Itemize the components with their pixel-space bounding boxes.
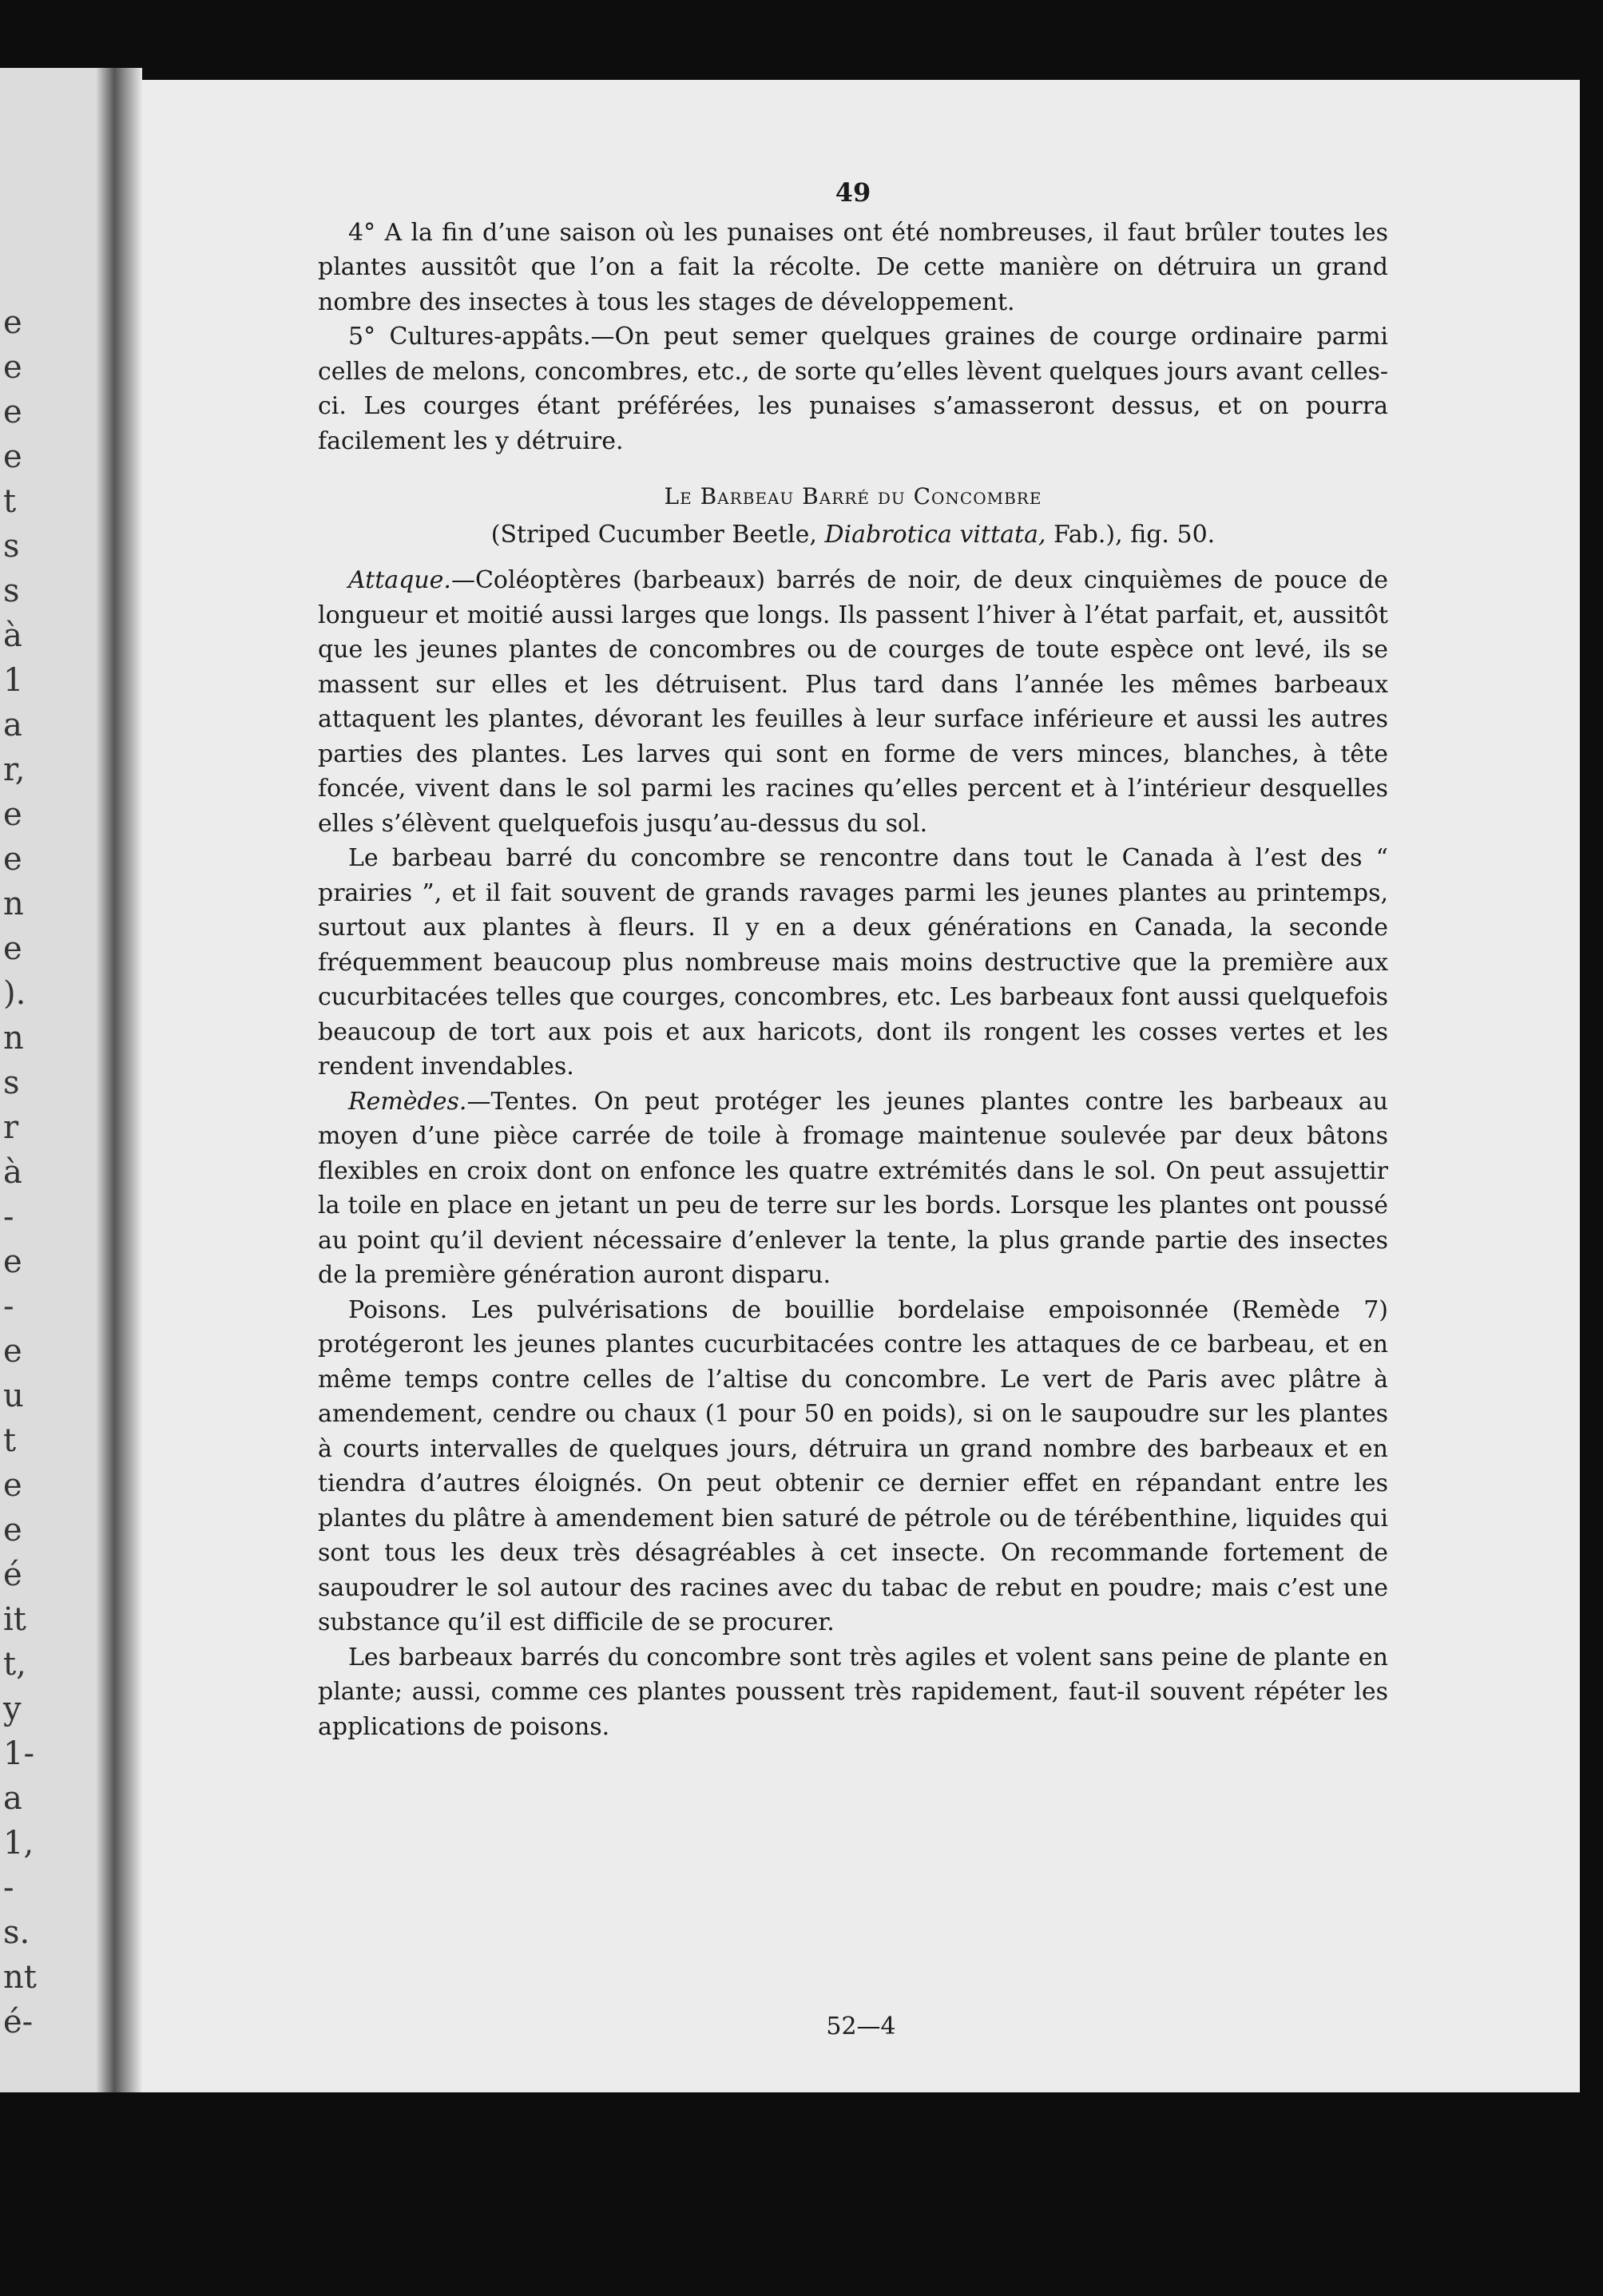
- left-page-fragment: e: [3, 1512, 22, 1549]
- paragraph-burn-plants: 4° A la fin d’une saison où les punaises ont été nombreuses, il faut brûler toutes les plantes aussitôt que l’on a fait la récolte. De cette manière on détruira un grand nombre des insectes à tous les stages de développement.: [318, 218, 1388, 316]
- left-page-fragment: 1-: [3, 1735, 34, 1772]
- left-page-edge: [0, 68, 142, 2092]
- left-page-fragment: 1: [3, 662, 24, 699]
- subtitle-prefix: (Striped Cucumber Beetle,: [490, 520, 825, 549]
- page-body: [318, 176, 1388, 1744]
- left-page-fragment: e: [3, 394, 22, 430]
- left-page-fragment: e: [3, 1333, 22, 1370]
- left-page-fragment: n: [3, 886, 24, 922]
- left-page-fragment: u: [3, 1378, 24, 1414]
- left-page-fragment: à: [3, 617, 22, 654]
- section-title: Le Barbeau Barré du Concombre: [664, 483, 1042, 510]
- left-page-fragment: e: [3, 1243, 22, 1280]
- subtitle-suffix: Fab.), fig. 50.: [1046, 520, 1216, 549]
- left-page-fragment: a: [3, 707, 22, 744]
- left-page-fragment: é: [3, 1556, 22, 1593]
- book-page: [142, 80, 1580, 2092]
- paragraph-final: Les barbeaux barrés du concombre sont très agiles et volent sans peine de plante en plante; aussi, comme ces plantes poussent très rapidement, faut-il souvent répéter les applications de poisons.: [318, 1643, 1388, 1741]
- left-page-text-fragments: [0, 68, 48, 2092]
- left-page-fragment: r,: [3, 751, 26, 788]
- left-page-fragment: s: [3, 1065, 20, 1101]
- left-page-fragment: é-: [3, 2004, 34, 2040]
- left-page-fragment: -: [3, 1288, 14, 1325]
- left-page-fragment: s: [3, 573, 20, 609]
- left-page-fragment: t: [3, 1422, 17, 1459]
- subtitle-latin-name: Diabrotica vittata,: [824, 520, 1046, 549]
- paragraph-remedes: [318, 1085, 1388, 1293]
- left-page-fragment: -: [3, 1870, 14, 1906]
- paragraph-canada: Le barbeau barré du concombre se rencontre dans tout le Canada à l’est des “ prairies ”, et il fait souvent de grands ravages parmi les jeunes plantes au printemps, surtout aux plantes à fleurs. Il y en a deux générations en Canada, la seconde fréquemment beaucoup plus nombreuse mais moins destructive que la première aux cucurbitacées telles que courges, concombres, etc. Les barbeaux font aussi quelquefois beaucoup de tort aux pois et aux haricots, dont ils rongent les cosses vertes et les rendent invendables.: [318, 844, 1388, 1081]
- book-gutter: [96, 68, 142, 2092]
- left-page-fragment: e: [3, 930, 22, 967]
- left-page-fragment: e: [3, 349, 22, 386]
- left-page-fragment: s.: [3, 1914, 30, 1951]
- left-page-fragment: n: [3, 1020, 24, 1057]
- left-page-fragment: -: [3, 1199, 14, 1235]
- left-page-fragment: e: [3, 841, 22, 878]
- left-page-fragment: à: [3, 1154, 22, 1191]
- left-page-fragment: e: [3, 304, 22, 341]
- left-page-fragment: 1,: [3, 1825, 34, 1862]
- left-page-fragment: it: [3, 1601, 26, 1638]
- left-page-fragment: t: [3, 483, 17, 520]
- left-page-fragment: y: [3, 1691, 22, 1727]
- page-number: 49: [835, 177, 871, 208]
- remedes-lead: Remèdes.: [348, 1087, 467, 1116]
- attaque-lead: Attaque.: [348, 566, 451, 594]
- left-page-fragment: e: [3, 1467, 22, 1504]
- left-page-fragment: nt: [3, 1959, 37, 1996]
- folio-signature: 52—4: [826, 2012, 896, 2040]
- remedes-text: —Tentes. On peut protéger les jeunes plantes contre les barbeaux au moyen d’une pièce carrée de toile à fromage maintenue soulevée par deux bâtons flexibles en croix dont on enfonce les quatre extrémités dans le sol. On peut assujettir la toile en place en jetant un peu de terre sur les bords. Lorsque les plantes ont poussé au point qu’il devient nécessaire d’enlever la tente, la plus grande partie des insectes de la première génération auront disparu.: [318, 1087, 1388, 1289]
- left-page-fragment: r: [3, 1109, 19, 1146]
- section-subtitle: [318, 517, 1388, 553]
- left-page-fragment: t,: [3, 1646, 26, 1683]
- paragraph-bait-crops: 5° Cultures-appâts.—On peut semer quelques graines de courge ordinaire parmi celles de melons, concombres, etc., de sorte qu’elles lèvent quelques jours avant celles-ci. Les courges étant préférées, les punaises s’amasseront dessus, et on pourra facilement les y détruire.: [318, 323, 1388, 455]
- left-page-fragment: a: [3, 1780, 22, 1817]
- left-page-fragment: e: [3, 438, 22, 475]
- attaque-text: —Coléoptères (barbeaux) barrés de noir, de deux cinquièmes de pouce de longueur et moitié aussi larges que longs. Ils passent l’hiver à l’état parfait, et, aussitôt que les jeunes plantes de concombres ou de courges de toute espèce ont levé, ils se massent sur elles et les détruisent. Plus tard dans l’année les mêmes barbeaux attaquent les plantes, dévorant les feuilles à leur surface inférieure et aussi les autres parties des plantes. Les larves qui sont en forme de vers minces, blanches, à tête foncée, vivent dans le sol parmi les racines qu’elles percent et à l’intérieur desquelles elles s’élèvent quelquefois jusqu’au-dessus du sol.: [318, 566, 1388, 838]
- left-page-fragment: ).: [3, 975, 26, 1012]
- paragraph-attaque: [318, 563, 1388, 841]
- left-page-fragment: s: [3, 528, 20, 565]
- left-page-fragment: e: [3, 796, 22, 833]
- paragraph-poisons: Poisons. Les pulvérisations de bouillie bordelaise empoisonnée (Remède 7) protégeront les jeunes plantes cucurbitacées contre les attaques de ce barbeau, et en même temps contre celles de l’altise du concombre. Le vert de Paris avec plâtre à amendement, cendre ou chaux (1 pour 50 en poids), si on le saupoudre sur les plantes à courts intervalles de quelques jours, détruira un grand nombre des barbeaux et en tiendra d’autres éloignés. On peut obtenir ce dernier effet en répandant entre les plantes du plâtre à amendement bien saturé de pétrole ou de térébenthine, liquides qui sont tous les deux très désagréables à cet insecte. On recommande fortement de saupoudrer le sol autour des racines avec du tabac de rebut en poudre; mais c’est une substance qu’il est difficile de se procurer.: [318, 1295, 1388, 1636]
